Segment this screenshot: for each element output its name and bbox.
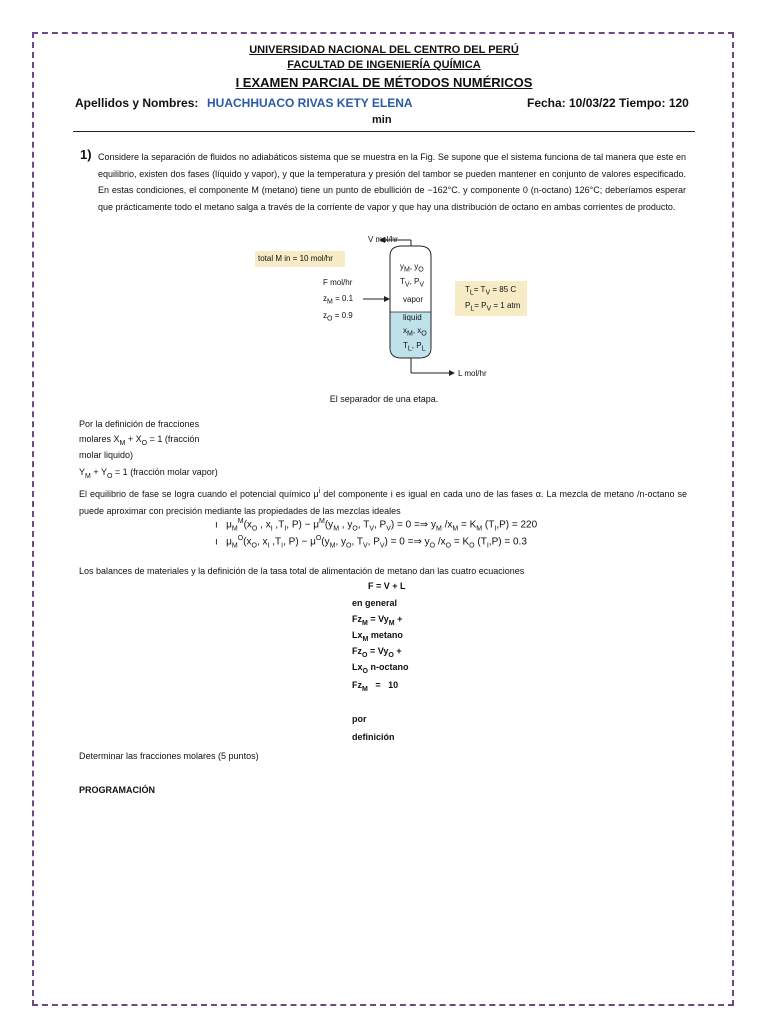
definition-line-3: molar liquido)	[79, 450, 134, 460]
question-number: 1)	[80, 147, 92, 162]
task-statement: Determinar las fracciones molares (5 puntos)	[79, 751, 259, 761]
exam-date: Fecha: 10/03/22 Tiempo: 120	[527, 96, 689, 110]
balances-intro: Los balances de materiales y la definición de la tasa total de alimentación de metano dan las cuatro ecuaciones	[79, 566, 525, 576]
zm-label: $z_M = 0.1$	[323, 294, 354, 306]
header-divider	[73, 131, 695, 132]
equilibrium-equation-2: ı $\mu_M^O(x_O$, $x_I$ $,T_I$, $P) - \mu^O(y_M$, $y_O$, $T_V$, $P_V) = 0$ =⇒ $y_O$ $/x_O = K_O$ $(T_I,P) = 0.3$	[215, 535, 527, 550]
name-label: Apellidos y Nombres:	[75, 96, 199, 110]
definition-vapor: $Y_M + Y_O = 1$ (fracción molar vapor)	[79, 467, 218, 480]
vapor-phase-label: vapor	[403, 295, 424, 304]
temperature-condition: $T_L= T_V = 85$ C	[465, 285, 517, 297]
exam-title: I EXAMEN PARCIAL DE MÉTODOS NUMÉRICOS	[235, 75, 533, 90]
balance-octane-a: $Fz_O = Vy_O$ +	[352, 646, 402, 659]
balance-methane-b: $Lx_M$ metano	[352, 630, 403, 643]
balance-general: en general	[352, 598, 398, 608]
liquid-stream-label: L mol/hr	[458, 369, 487, 378]
university-title: UNIVERSIDAD NACIONAL DEL CENTRO DEL PERÚ	[249, 44, 519, 56]
figure-caption: El separador de una etapa.	[329, 394, 439, 404]
liquid-phase-label: liquid	[403, 313, 422, 322]
feed-label: F mol/hr	[323, 278, 353, 287]
equilibrium-paragraph: El equilibrio de fase se logra cuando el potencial químico $\mu^i$ del componente i es igual en cada uno de las fases α. La mezcla de metano /n-octano se puede aproximar con precisión mediante las propiedades de las mezclas ideales	[79, 488, 687, 516]
balance-octane-b: $Lx_O$ n-octano	[352, 662, 409, 675]
vapor-stream-label: V mol/hr	[368, 235, 398, 244]
equilibrium-equation-1: ı $\mu_M^M(x_O$ , $x_I$ $,T_I$, $P) - \mu^M(y_M$ , $y_O$, $T_V$, $P_V) = 0$ =⇒ $y_M$ $/x_M = K_M$ $(T_I,P) = 220$	[215, 518, 538, 533]
separator-figure	[255, 232, 535, 382]
student-name: HUACHHUACO RIVAS KETY ELENA	[207, 96, 413, 110]
balance-total: F = V + L	[368, 581, 406, 591]
pressure-condition: $P_L= P_V = 1$ atm	[465, 301, 521, 313]
liquid-tp-label: $T_L$, $P_L$	[403, 341, 426, 353]
liquid-arrowhead	[449, 370, 455, 376]
by-definition-b: definición	[352, 732, 395, 742]
faculty-title: FACULTAD DE INGENIERÍA QUÍMICA	[287, 59, 481, 71]
balance-methane-a: $Fz_M = Vy_M$ +	[352, 614, 403, 627]
total-in-label: total M in = 10 mol/hr	[258, 254, 333, 263]
balance-feed: $Fz_M = 10$	[352, 680, 399, 693]
feed-arrowhead	[384, 296, 390, 302]
question-text: Considere la separación de fluidos no adiabáticos sistema que se muestra en la Fig. Se supone que el sistema funciona de tal manera que este en equilibrio, existen dos fases (líquido y vapor), y que la temperatura y presión del tambor se pueden mantener en conjunto de valores especificado. En estas condiciones, el componente M (metano) tiene un punto de ebullición de −162°C. y componente 0 (n-octano) 126°C; deberíamos esperar que prácticamente todo el metano salga a través de la corriente de vapor y que hay una distribución de octano en ambas corrientes de producto.	[98, 152, 686, 212]
definition-line-2: molares $X_M + X_O = 1$ (fracción	[79, 434, 200, 447]
definition-line-1: Por la definición de fracciones	[79, 419, 200, 429]
programming-heading: PROGRAMACIÓN	[79, 785, 155, 795]
by-definition-a: por	[352, 714, 367, 724]
time-unit: min	[372, 114, 392, 126]
zo-label: $z_O = 0.9$	[323, 311, 353, 323]
vapor-tp-label: $T_V$, $P_V$	[400, 277, 425, 289]
vapor-comp-label: $y_M$, $y_O$	[400, 262, 424, 274]
liquid-comp-label: $x_M$, $x_O$	[403, 326, 427, 338]
